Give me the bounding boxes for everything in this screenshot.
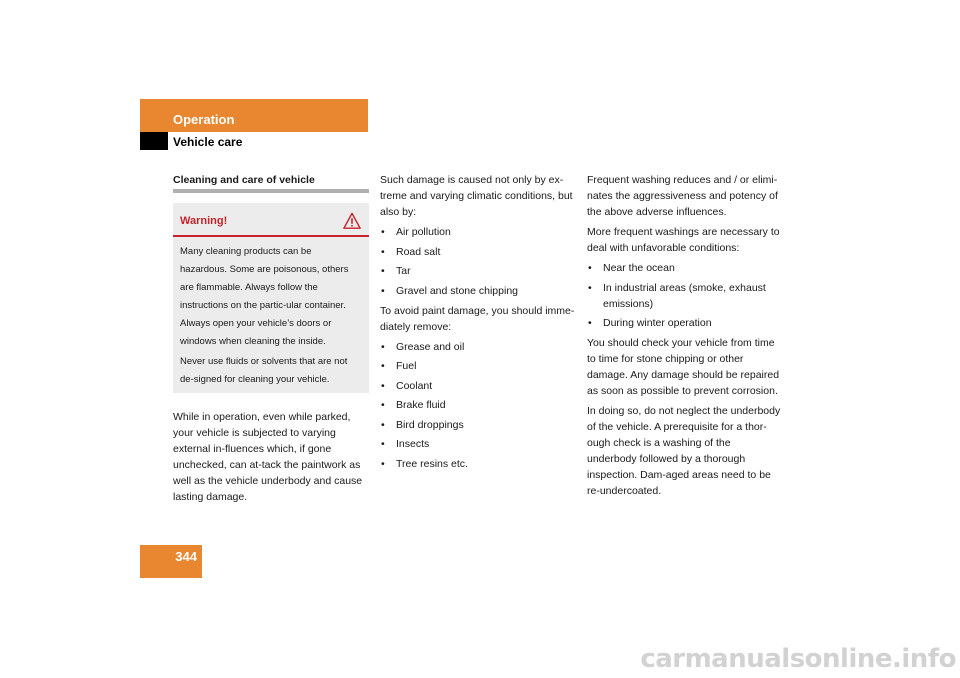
body-paragraph: Frequent washing reduces and / or elimi-nates the aggressiveness and potency of the above adverse influences.: [587, 174, 778, 218]
section-heading: Cleaning and care of vehicle: [173, 172, 369, 193]
warning-title: Warning!: [180, 215, 228, 227]
list-item: • Tar: [380, 263, 576, 279]
body-paragraph: To avoid paint damage, you should imme-diately remove:: [380, 304, 575, 333]
column-3: [587, 172, 783, 503]
causes-list: [380, 224, 576, 299]
conditions-list: [587, 260, 783, 331]
list-item: • Near the ocean: [587, 260, 783, 276]
list-item: • Road salt: [380, 244, 576, 260]
body-paragraph: Such damage is caused not only by ex-treme and varying climatic conditions, but also by:: [380, 174, 573, 218]
warning-box: [173, 203, 369, 393]
list-item: • During winter operation: [587, 315, 783, 331]
list-item: • Bird droppings: [380, 417, 576, 433]
subsection-marker: [140, 132, 168, 150]
warning-text: [173, 237, 369, 389]
list-item: • Fuel: [380, 358, 576, 374]
subsection-title: Vehicle care: [173, 135, 243, 149]
warning-paragraph: Never use fluids or solvents that are not de-signed for cleaning your vehicle.: [180, 356, 348, 385]
body-paragraph: In doing so, do not neglect the underbody of the vehicle. A prerequisite for a thor-ough check is a washing of the underbody followed by a thorough inspection. Dam-aged areas need to be re-undercoated.: [587, 405, 781, 497]
list-item: • Coolant: [380, 378, 576, 394]
page-number-box: [140, 545, 202, 578]
list-item: • In industrial areas (smoke, exhaust emissions): [587, 280, 783, 312]
warning-triangle-icon: [343, 212, 361, 230]
section-title: Operation: [173, 112, 235, 127]
list-item: • Tree resins etc.: [380, 456, 576, 472]
column-1: [173, 172, 369, 509]
body-paragraph: You should check your vehicle from time to time for stone chipping or other damage. Any damage should be repaired as soon as possible to prevent corrosion.: [587, 337, 780, 397]
list-item: • Air pollution: [380, 224, 576, 240]
body-paragraph: More frequent washings are necessary to deal with unfavorable conditions:: [587, 226, 780, 254]
list-item: • Insects: [380, 436, 576, 452]
warning-paragraph: Many cleaning products can be hazardous. Some are poisonous, others are flammable. Always follow the instructions on the partic-ular container. Always open your vehicle’s doors or windows when cleaning the inside.: [180, 246, 349, 347]
list-item: • Grease and oil: [380, 339, 576, 355]
remove-list: [380, 339, 576, 472]
list-item: • Gravel and stone chipping: [380, 283, 576, 299]
watermark: carmanualsonline.info: [640, 644, 956, 674]
column-2: [380, 172, 576, 476]
body-paragraph: While in operation, even while parked, your vehicle is subjected to varying external in-fluences which, if gone unchecked, can at-tack the paintwork as well as the vehicle underbody and cause lasting damage.: [173, 411, 363, 503]
page-number: 344: [175, 549, 197, 564]
list-item: • Brake fluid: [380, 397, 576, 413]
warning-header: [173, 203, 369, 237]
